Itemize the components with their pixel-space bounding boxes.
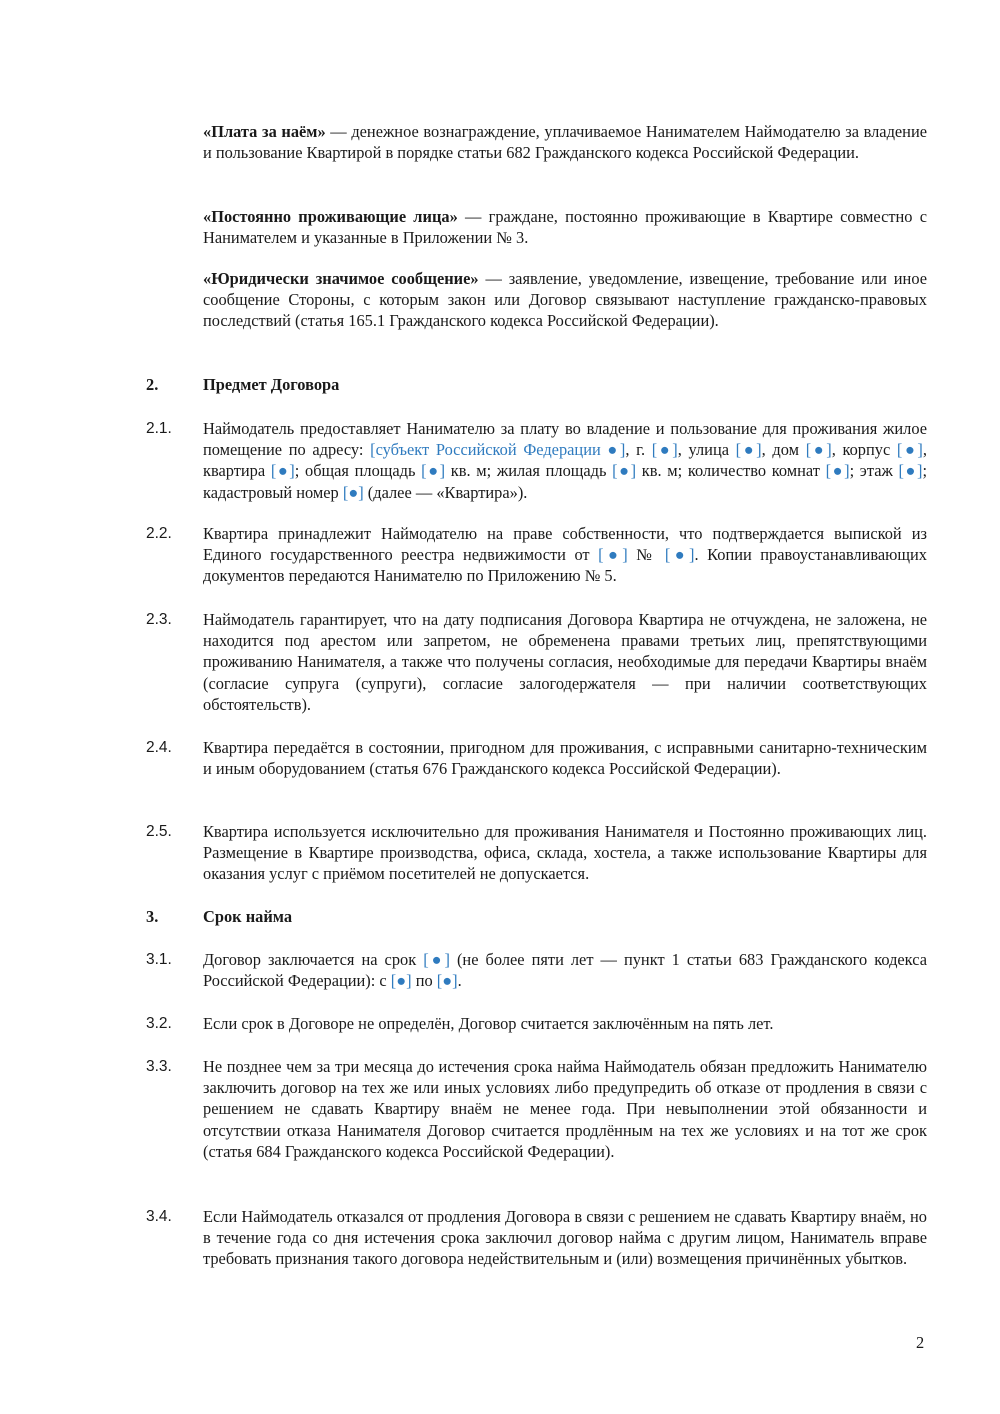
placeholder: [●] xyxy=(270,461,295,481)
clause-number: 2.2. xyxy=(146,525,172,542)
clause-number: 3.1. xyxy=(146,951,172,968)
placeholder: [●] xyxy=(735,440,762,460)
placeholder: [●] xyxy=(651,440,678,460)
clause-text: Договор заключается на срок [●] (не более пяти лет — пункт 1 статьи 683 Гражданского кодекса Российской Федерации): с [●] по [●]. xyxy=(203,950,927,991)
definition-rent-fee xyxy=(203,121,927,163)
clause-text: Квартира передаётся в состоянии, пригодном для проживания, с исправными санитарно-техническим и иным оборудованием (статья 676 Гражданского кодекса Российской Федерации). xyxy=(203,738,927,779)
definition-legal-message xyxy=(203,268,927,332)
placeholder: [●] xyxy=(612,461,637,481)
term: «Юридически значимое сообщение» xyxy=(203,269,479,288)
clause-number: 3.4. xyxy=(146,1208,172,1225)
term: «Плата за наём» xyxy=(203,122,326,141)
clause-number: 2.4. xyxy=(146,739,172,756)
clause-text: Если срок в Договоре не определён, Договор считается заключённым на пять лет. xyxy=(203,1014,774,1033)
term: «Постоянно проживающие лица» xyxy=(203,207,458,226)
definition-text: — денежное вознаграждение, уплачиваемое Нанимателем Наймодателю за владение и пользование Квартирой в порядке статьи 682 Гражданского кодекса Российской Федерации. xyxy=(203,122,928,163)
clause-2-3 xyxy=(146,609,927,715)
clause-3-1 xyxy=(146,949,927,991)
placeholder: [●] xyxy=(825,461,850,481)
clause-2-4 xyxy=(146,737,927,779)
clause-3-4 xyxy=(146,1206,927,1270)
definition-permanent-residents xyxy=(203,206,927,248)
definition-text: — граждане, постоянно проживающие в Квартире совместно с Нанимателем и указанные в Приложении № 3. xyxy=(203,207,927,248)
placeholder: [●] xyxy=(664,545,695,565)
clause-number: 2.1. xyxy=(146,420,172,437)
placeholder: [●] xyxy=(805,440,832,460)
definition-text: — заявление, уведомление, извещение, требование или иное сообщение Стороны, с которым закон или Договор связывают наступление гражданско-правовых последствий (статья 165.1 Гражданского кодекса Российской Федерации). xyxy=(203,269,927,331)
clause-text: Не позднее чем за три месяца до истечения срока найма Наймодатель обязан предложить Нанимателю заключить договор на тех же или иных условиях либо предупредить об отказе от продления в связи с решением не сдавать Квартиру внаём не менее года. При невыполнении этой обязанности и отсутствии отказа Нанимателя Договор считается продлённым на тех же условиях и на тот же срок (статья 684 Гражданского кодекса Российской Федерации). xyxy=(203,1057,927,1161)
clause-2-2 xyxy=(146,523,927,587)
placeholder: [●] xyxy=(598,545,628,565)
section-title: Срок найма xyxy=(203,907,293,926)
clause-text: Наймодатель предоставляет Нанимателю за плату во владение и пользование для проживания жилое помещение по адресу: [субъект Российской Федерации ●], г. [●], улица [●], дом [●], корпус [●], квартира [●]; общая площадь [●] кв. м; жилая площадь [●] кв. м; количество комнат [●]; этаж [●]; кадастровый номер [●] (далее — «Квартира»). xyxy=(203,419,927,502)
placeholder: [●] xyxy=(342,482,364,502)
section-title: Предмет Договора xyxy=(203,375,340,394)
clause-text: Квартира принадлежит Наймодателю на праве собственности, что подтверждается выпиской из Единого государственного реестра недвижимости от [●] № [●]. Копии правоустанавливающих документов передаются Нанимателю по Приложению № 5. xyxy=(203,524,927,586)
clause-text: Квартира используется исключительно для проживания Нанимателя и Постоянно проживающих лиц. Размещение в Квартире производства, офиса, склада, хостела, а также использование Квартиры для оказания услуг с приёмом посетителей не допускается. xyxy=(203,822,927,884)
clause-text: Если Наймодатель отказался от продления Договора в связи с решением не сдавать Квартиру внаём, но в течение года со дня истечения срока заключил договор найма с другим лицом, Наниматель вправе требовать признания такого договора недействительным и (или) возмещения причинённых убытков. xyxy=(203,1207,927,1269)
section-number: 2. xyxy=(146,375,159,394)
clause-3-2 xyxy=(146,1013,927,1034)
page-number: 2 xyxy=(916,1333,925,1352)
placeholder: [●] xyxy=(423,950,450,969)
clause-number: 3.3. xyxy=(146,1058,172,1075)
clause-2-5 xyxy=(146,821,927,885)
clause-3-3 xyxy=(146,1056,927,1162)
clause-number: 3.2. xyxy=(146,1015,172,1032)
placeholder: [●] xyxy=(896,440,923,460)
clause-2-1 xyxy=(146,418,927,503)
placeholder: [●] xyxy=(436,971,458,991)
placeholder: [субъект Российской Федерации ●] xyxy=(370,440,626,460)
placeholder: [●] xyxy=(390,971,412,991)
clause-number: 2.3. xyxy=(146,611,172,628)
placeholder: [●] xyxy=(421,461,446,481)
clause-number: 2.5. xyxy=(146,823,172,840)
section-number: 3. xyxy=(146,907,159,926)
clause-text: Наймодатель гарантирует, что на дату подписания Договора Квартира не отчуждена, не заложена, не находится под арестом или запретом, не обременена правами третьих лиц, препятствующими проживанию Нанимателя, а также что получены согласия, необходимые для передачи Квартиры внаём (согласие супруга (супруги), согласие залогодержателя — при наличии соответствующих обстоятельств). xyxy=(203,610,927,714)
placeholder: [●] xyxy=(898,461,923,481)
